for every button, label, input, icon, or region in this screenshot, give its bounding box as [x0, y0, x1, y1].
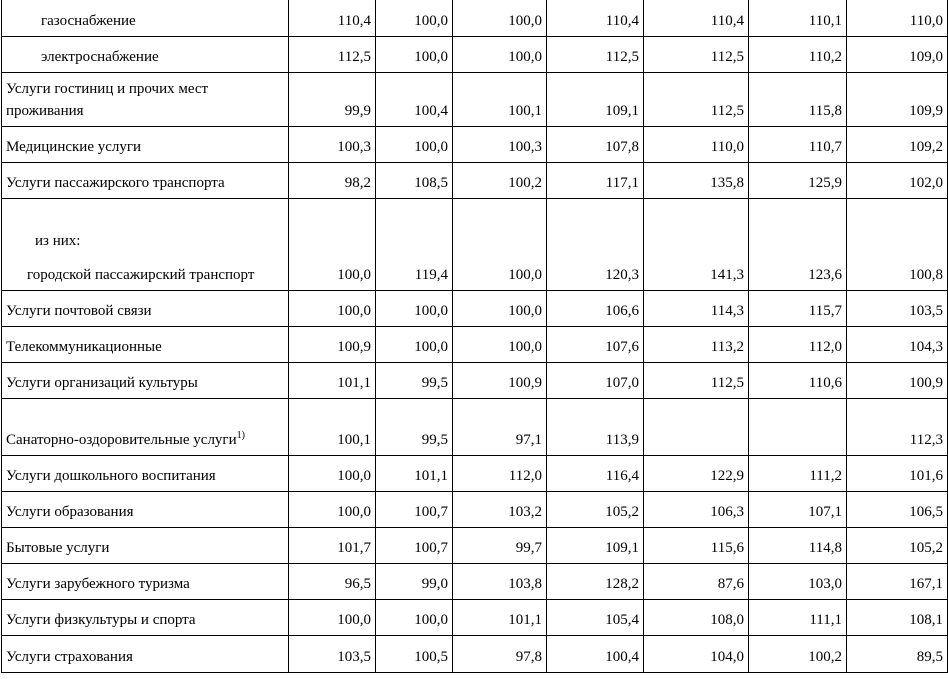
value-cell: 113,2	[644, 327, 749, 363]
table-row	[2, 528, 948, 564]
value-cell: 112,5	[644, 73, 749, 127]
table-row	[2, 37, 948, 73]
value-cell: 100,4	[376, 73, 453, 127]
value-cell: 123,6	[749, 199, 847, 291]
value-cell: 101,7	[289, 528, 376, 564]
value-cell: 108,5	[376, 163, 453, 199]
table-row	[2, 327, 948, 363]
value-cell: 110,7	[749, 127, 847, 163]
price-index-table	[1, 0, 948, 673]
value-cell: 105,2	[547, 492, 644, 528]
value-cell: 101,1	[376, 456, 453, 492]
value-cell: 100,0	[376, 0, 453, 37]
subgroup-heading: из них:	[35, 233, 81, 249]
value-cell: 114,8	[749, 528, 847, 564]
value-cell: 100,0	[289, 600, 376, 636]
value-cell: 167,1	[847, 564, 948, 600]
value-cell: 115,8	[749, 73, 847, 127]
table-row	[2, 127, 948, 163]
row-label-cell	[2, 528, 289, 564]
value-cell: 103,8	[453, 564, 547, 600]
row-label: Услуги физкультуры и спорта	[6, 612, 196, 628]
row-label: Телекоммуникационные	[6, 339, 162, 355]
value-cell: 110,0	[847, 0, 948, 37]
row-label: городской пассажирский транспорт	[27, 267, 255, 283]
table-row	[2, 564, 948, 600]
table-row	[2, 199, 948, 291]
value-cell: 100,0	[289, 492, 376, 528]
value-cell: 100,7	[376, 492, 453, 528]
table-row	[2, 492, 948, 528]
value-cell: 109,2	[847, 127, 948, 163]
value-cell: 89,5	[847, 636, 948, 673]
table-row	[2, 636, 948, 673]
value-cell: 105,2	[847, 528, 948, 564]
value-cell: 100,4	[547, 636, 644, 673]
row-label-cell	[2, 492, 289, 528]
value-cell: 110,2	[749, 37, 847, 73]
value-cell: 106,5	[847, 492, 948, 528]
value-cell: 100,5	[376, 636, 453, 673]
table-row	[2, 0, 948, 37]
value-cell: 111,1	[749, 600, 847, 636]
row-label-cell	[2, 399, 289, 456]
value-cell: 100,0	[453, 0, 547, 37]
value-cell: 100,0	[376, 327, 453, 363]
value-cell: 100,0	[289, 456, 376, 492]
value-cell: 100,0	[289, 199, 376, 291]
value-cell: 106,6	[547, 291, 644, 327]
value-cell: 99,5	[376, 363, 453, 399]
row-label: Услуги почтовой связи	[6, 303, 152, 319]
value-cell	[749, 399, 847, 456]
value-cell: 115,7	[749, 291, 847, 327]
value-cell: 110,6	[749, 363, 847, 399]
row-label-cell	[2, 600, 289, 636]
value-cell: 103,5	[289, 636, 376, 673]
value-cell: 101,1	[289, 363, 376, 399]
value-cell: 120,3	[547, 199, 644, 291]
row-label: Санаторно-оздоровительные услуги	[6, 432, 237, 448]
value-cell: 100,3	[453, 127, 547, 163]
value-cell: 119,4	[376, 199, 453, 291]
row-label: газоснабжение	[41, 13, 136, 29]
row-label-cell	[2, 291, 289, 327]
value-cell: 107,8	[547, 127, 644, 163]
value-cell: 112,5	[644, 37, 749, 73]
value-cell: 108,1	[847, 600, 948, 636]
value-cell: 107,0	[547, 363, 644, 399]
value-cell: 100,2	[749, 636, 847, 673]
value-cell: 107,1	[749, 492, 847, 528]
value-cell: 109,1	[547, 73, 644, 127]
value-cell: 100,3	[289, 127, 376, 163]
row-label: Медицинские услуги	[6, 139, 142, 155]
value-cell: 104,3	[847, 327, 948, 363]
value-cell: 109,0	[847, 37, 948, 73]
value-cell: 109,9	[847, 73, 948, 127]
value-cell: 100,0	[376, 37, 453, 73]
value-cell: 101,1	[453, 600, 547, 636]
value-cell: 100,0	[453, 199, 547, 291]
value-cell: 100,0	[453, 291, 547, 327]
value-cell: 101,6	[847, 456, 948, 492]
value-cell: 100,1	[289, 399, 376, 456]
row-label-cell	[2, 73, 289, 127]
value-cell: 100,2	[453, 163, 547, 199]
value-cell: 112,5	[547, 37, 644, 73]
value-cell: 87,6	[644, 564, 749, 600]
value-cell: 98,2	[289, 163, 376, 199]
table-row	[2, 291, 948, 327]
value-cell: 125,9	[749, 163, 847, 199]
value-cell: 110,4	[644, 0, 749, 37]
row-label-cell	[2, 37, 289, 73]
table-row	[2, 399, 948, 456]
value-cell: 113,9	[547, 399, 644, 456]
row-label: Услуги гостиниц и прочих мест проживания	[6, 81, 209, 119]
row-label-cell	[2, 199, 289, 291]
value-cell: 112,0	[749, 327, 847, 363]
value-cell: 99,7	[453, 528, 547, 564]
value-cell: 112,5	[644, 363, 749, 399]
value-cell: 108,0	[644, 600, 749, 636]
value-cell: 100,0	[453, 327, 547, 363]
value-cell: 104,0	[644, 636, 749, 673]
value-cell: 110,0	[644, 127, 749, 163]
table-row	[2, 456, 948, 492]
row-label: Услуги страхования	[6, 649, 133, 665]
value-cell: 100,0	[289, 291, 376, 327]
value-cell: 97,8	[453, 636, 547, 673]
row-label: Бытовые услуги	[6, 540, 110, 556]
value-cell: 110,4	[289, 0, 376, 37]
value-cell: 102,0	[847, 163, 948, 199]
value-cell: 115,6	[644, 528, 749, 564]
value-cell: 97,1	[453, 399, 547, 456]
value-cell: 100,0	[453, 37, 547, 73]
row-label-cell	[2, 636, 289, 673]
value-cell: 111,2	[749, 456, 847, 492]
table-row	[2, 73, 948, 127]
value-cell: 110,1	[749, 0, 847, 37]
value-cell: 100,8	[847, 199, 948, 291]
value-cell: 99,5	[376, 399, 453, 456]
value-cell: 116,4	[547, 456, 644, 492]
value-cell: 105,4	[547, 600, 644, 636]
table-row	[2, 600, 948, 636]
value-cell	[644, 399, 749, 456]
row-label-cell	[2, 163, 289, 199]
value-cell: 110,4	[547, 0, 644, 37]
footnote-marker: 1)	[236, 430, 245, 441]
row-label-cell	[2, 456, 289, 492]
value-cell: 100,7	[376, 528, 453, 564]
table-row	[2, 363, 948, 399]
value-cell: 100,9	[289, 327, 376, 363]
value-cell: 128,2	[547, 564, 644, 600]
value-cell: 96,5	[289, 564, 376, 600]
value-cell: 135,8	[644, 163, 749, 199]
row-label-cell	[2, 564, 289, 600]
value-cell: 106,3	[644, 492, 749, 528]
value-cell: 100,1	[453, 73, 547, 127]
row-label: Услуги пассажирского транспорта	[6, 175, 225, 191]
value-cell: 114,3	[644, 291, 749, 327]
table-row	[2, 163, 948, 199]
value-cell: 109,1	[547, 528, 644, 564]
value-cell: 112,3	[847, 399, 948, 456]
value-cell: 103,5	[847, 291, 948, 327]
value-cell: 100,0	[376, 127, 453, 163]
row-label-cell	[2, 327, 289, 363]
row-label-cell	[2, 0, 289, 37]
value-cell: 103,2	[453, 492, 547, 528]
value-cell: 117,1	[547, 163, 644, 199]
row-label: Услуги зарубежного туризма	[6, 576, 190, 592]
row-label: электроснабжение	[41, 49, 159, 65]
value-cell: 112,5	[289, 37, 376, 73]
table-body	[2, 0, 948, 673]
value-cell: 141,3	[644, 199, 749, 291]
value-cell: 122,9	[644, 456, 749, 492]
value-cell: 107,6	[547, 327, 644, 363]
value-cell: 100,9	[847, 363, 948, 399]
value-cell: 112,0	[453, 456, 547, 492]
row-label: Услуги образования	[6, 504, 134, 520]
value-cell: 100,9	[453, 363, 547, 399]
row-label: Услуги организаций культуры	[6, 375, 198, 391]
row-label: Услуги дошкольного воспитания	[6, 468, 216, 484]
value-cell: 99,0	[376, 564, 453, 600]
row-label-cell	[2, 127, 289, 163]
value-cell: 99,9	[289, 73, 376, 127]
row-label-cell	[2, 363, 289, 399]
value-cell: 100,0	[376, 291, 453, 327]
value-cell: 100,0	[376, 600, 453, 636]
value-cell: 103,0	[749, 564, 847, 600]
